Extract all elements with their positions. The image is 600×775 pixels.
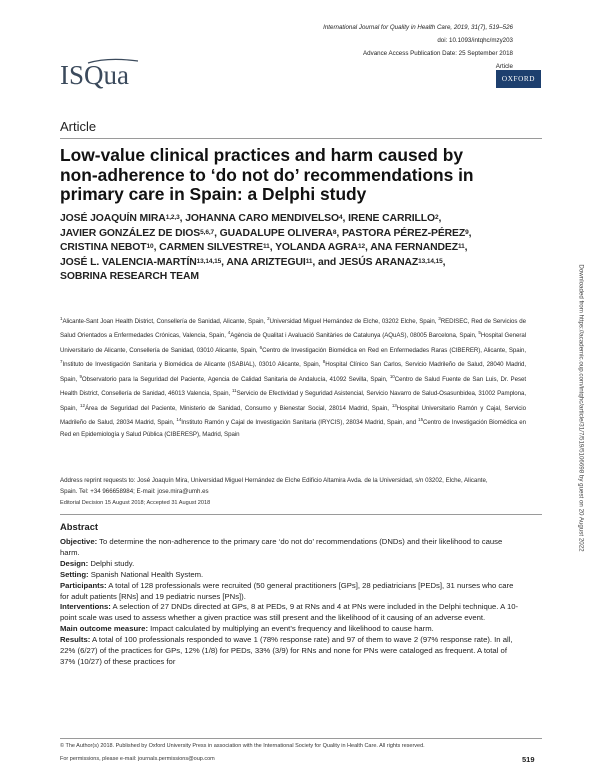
author-affiliation-ref: 4 (339, 214, 343, 221)
abstract-section (60, 537, 520, 559)
editorial-decision: Editorial Decision 15 August 2018; Accepted 31 August 2018 (60, 500, 211, 506)
reprint-address: Address reprint requests to: José Joaquín Mira, Universidad Miguel Hernández de Elche Edificio Altamira Avda. de la Universidad, s/n 03202, Elche, Alicante, Spain. Tel: +34 966658984; E-mail: jose.mira@umh.es (60, 477, 488, 495)
author-affiliation-ref: 2 (435, 214, 439, 221)
author-item (220, 228, 342, 239)
article-title: Low-value clinical practices and harm caused by non-adherence to ‘do not do’ recommendations in primary care in Spain: a Delphi study (60, 145, 474, 204)
author-name: GUADALUPE OLIVERA (219, 227, 333, 239)
affiliation-text: Área de Seguridad del Paciente, Ministerio de Sanidad, Consumo y Bienestar Social, 28014 Madrid, Spain, (84, 404, 392, 412)
affiliation-text: Hospital Clínico San Carlos, Servicio Madrileño de Salud, 28040 Madrid, Spain, (60, 361, 527, 383)
author-name: JOSÉ L. VALENCIA-MARTÍN (60, 256, 197, 268)
download-sidebar (574, 198, 588, 618)
author-affiliation-ref: 5,6,7 (200, 228, 215, 236)
author-separator: , (438, 213, 442, 224)
affiliation-text: Universidad Miguel Hernández de Elche, 03202 Elche, Spain, (269, 318, 439, 326)
abstract-body (60, 537, 520, 668)
affiliations (60, 313, 526, 440)
author-separator: , (214, 227, 220, 239)
article-meta (323, 21, 513, 73)
journal-citation: International Journal for Quality in Health Care, 2019, 31(7), 519–526 (323, 24, 513, 31)
author-item (226, 257, 318, 268)
author-item (318, 257, 446, 268)
author-list (60, 212, 480, 285)
author-separator: , (221, 256, 227, 268)
abstract-section (60, 624, 520, 635)
abstract-section-text: A total of 100 professionals responded to wave 1 (78% response rate) and 97 of them to wave 2 (97% response rate). In all, 22% (6/27) of the practices for GPs, 12% (1/8) for PEDs, 33% (3/9) for RNs and none for PNs were cataloged as frequent. A total of 37% (10/27) of these practices for (60, 635, 513, 666)
affiliation-text: Observatorio para la Seguridad del Paciente, Agencia de Calidad Sanitaria de Andalucía, 41092 Sevilla, Spain, (81, 375, 390, 383)
author-item (60, 213, 185, 224)
author-affiliation-ref: 9 (465, 228, 469, 236)
affiliation-number: 4 (227, 330, 231, 336)
author-affiliation-ref: 10 (146, 243, 154, 251)
author-item (60, 257, 226, 268)
author-name: CARMEN SILVESTRE (159, 242, 264, 254)
author-name: JOHANNA CARO MENDIVELSO (185, 213, 339, 224)
author-name: CRISTINA NEBOT (60, 242, 147, 254)
abstract-section-text: A total of 128 professionals were recruited (50 general practitioners [GPs], 28 pediatricians [PEDs], 31 nurses who care for adult patients [RNs] and 19 pediatric nurses [PNs]). (60, 580, 514, 601)
abstract-section (60, 602, 520, 624)
abstract-section-text: A selection of 27 DNDs directed at GPs, 8 at PEDs, 9 at RNs and 4 at PNs were included in the Delphi technique. A 10-point scale was used to assess whether a given practice was still present and the likelihood of it causing of an adverse event. (60, 602, 519, 623)
abstract-section-text: To determine the non-adherence to the primary care ‘do not do’ recommendations (DNDs) and their likelihood to cause harm. (60, 537, 503, 557)
author-separator: , (342, 213, 349, 224)
article-label: Article (60, 119, 97, 134)
isqua-logo (60, 58, 142, 90)
download-notice[interactable]: Downloaded from https://academic.oup.com/intqhc/article/31/7/519/5106698 by guest on 20 August 2022 (577, 264, 585, 552)
affiliation-text: Instituto de Investigación Sanitaria y Biomédica de Alicante (ISABIAL), 03010 Alicante, Spain, (62, 361, 323, 369)
author-name: PASTORA PÉREZ-PÉREZ (341, 227, 466, 239)
abstract-section (60, 559, 520, 570)
author-item (342, 228, 472, 239)
author-affiliation-ref: 11 (305, 257, 313, 265)
abstract-section-label: Main outcome measure: (60, 624, 149, 634)
advance-access-date: Advance Access Publication Date: 25 September 2018 (363, 50, 513, 57)
abstract-section-text: Delphi study. (88, 558, 135, 568)
author-name: JOSÉ JOAQUÍN MIRA (60, 213, 166, 224)
author-affiliation-ref: 11 (263, 243, 270, 251)
author-item (60, 271, 199, 282)
abstract-section-label: Setting: (60, 569, 89, 579)
author-separator: , (336, 227, 342, 239)
abstract-section-label: Participants: (60, 580, 107, 590)
affiliation-number: 3 (438, 316, 441, 321)
author-name: IRENE CARRILLO (348, 213, 436, 224)
abstract-section-label: Results: (60, 635, 91, 645)
author-item (275, 242, 370, 253)
affiliation-text: REDISEC, Red de Servicios de Salud Orientados a Enfermedades Crónicas, Valencia, Spain, (60, 318, 526, 340)
abstract-heading: Abstract (60, 521, 99, 532)
affiliation-number: 12 (80, 402, 85, 408)
affiliation-text: Agència de Qualitat i Avaluació Sanitàries de Catalunya (AQuAS), 08005 Barcelona, Spain, (230, 332, 479, 340)
permissions-notice: For permissions, please e-mail: journals.permissions@oup.com (60, 755, 215, 762)
author-name: SOBRINA RESEARCH TEAM (60, 271, 199, 283)
affiliation-number: 14 (176, 417, 182, 423)
author-affiliation-ref: 1,2,3 (165, 214, 180, 221)
article-type: Article (495, 63, 513, 70)
author-affiliation-ref: 13,14,15 (418, 257, 443, 265)
copyright-notice: © The Author(s) 2018. Published by Oxford University Press in association with the International Society for Quality in Health Care. All rights reserved. (60, 743, 425, 749)
author-separator: , (464, 242, 468, 254)
author-affiliation-ref: 11 (458, 243, 465, 251)
author-name: and JESÚS ARANAZ (317, 256, 419, 268)
author-separator: , (442, 256, 446, 268)
page-number: 519 (522, 755, 535, 764)
affiliation-text: Servicio de Efectividad y Seguridad Asistencial, Servicio Navarro de Salud-Osasunbidea, 31002 Pamplona, Spain, (60, 390, 526, 412)
oxford-badge: OXFORD (496, 70, 541, 88)
author-separator: , (269, 242, 276, 254)
affiliation-number: 7 (60, 359, 63, 365)
author-item (159, 242, 275, 253)
author-item (60, 228, 220, 239)
affiliation-number: 2 (267, 316, 270, 321)
author-separator: , (468, 227, 472, 239)
author-item (370, 242, 467, 253)
abstract-section-label: Design: (60, 558, 89, 568)
abstract-section (60, 570, 520, 581)
doi[interactable]: doi: 10.1093/intqhc/mzy203 (437, 37, 513, 44)
abstract-section-label: Objective: (60, 537, 98, 546)
affiliation-number: 11 (232, 388, 237, 394)
logo-text: ISQua (60, 60, 129, 90)
affiliation-number: 9 (79, 373, 82, 379)
affiliation-number: 1 (60, 316, 63, 321)
affiliation-text: Alicante-Sant Joan Health District, Consellería de Sanidad, Alicante, Spain, (62, 318, 268, 326)
author-affiliation-ref: 8 (332, 228, 337, 236)
author-name: ANA FERNANDEZ (370, 242, 458, 254)
affiliation-number: 15 (418, 417, 424, 423)
header-divider (60, 138, 542, 139)
affiliation-number: 6 (259, 344, 263, 350)
affiliation-number: 10 (389, 373, 395, 379)
author-name: ANA ARIZTEGUI (226, 256, 306, 268)
affiliation-text: Centro de Salud Fuente de San Luis, Dr. Peset Health District, Consellería de Sanidad, 46013 Valencia, Spain, (60, 375, 527, 398)
affiliation-text: Centro de Investigación Biomédica en Red en Epidemiología y Salud Pública (CIBERESP), Madrid, Spain (60, 419, 527, 438)
affiliation-number: 8 (322, 359, 326, 365)
author-separator: , (153, 242, 160, 254)
isqua-logo-mark (60, 58, 142, 90)
footer (60, 740, 425, 765)
author-affiliation-ref: 13,14,15 (196, 257, 222, 265)
affiliation-text: Centro de Investigación Biomédica en Red en Enfermedades Raras (CIBERER), Alicante, Spain, (262, 346, 526, 354)
author-separator: , (312, 256, 318, 268)
abstract-section (60, 635, 520, 668)
abstract-section-text: Impact calculated by multiplying an event’s frequency and likelihood to cause harm. (148, 624, 434, 634)
footer-divider (60, 738, 542, 739)
author-affiliation-ref: 12 (357, 243, 365, 251)
author-separator: , (179, 213, 186, 224)
abstract-top-divider (60, 514, 542, 515)
affiliation-number: 13 (391, 402, 397, 408)
affiliation-text: Instituto Ramón y Cajal de Investigación Sanitaria (IRYCIS), 28034 Madrid, Spain, and (181, 419, 419, 427)
affiliation-number: 5 (478, 330, 481, 336)
author-item (60, 242, 159, 253)
author-item (348, 213, 441, 224)
author-item (185, 213, 348, 224)
abstract-section (60, 581, 520, 603)
affiliation-text: Hospital Universitario Ramón y Cajal, Servicio Madrileño de Salud, 28034 Madrid, Spain, (60, 404, 526, 427)
author-separator: , (365, 242, 371, 254)
author-name: YOLANDA AGRA (275, 242, 358, 254)
affiliation-text: Hospital General Universitario de Alicante, Consellería de Sanidad, 03010 Alicante, Spain, (60, 332, 526, 354)
abstract-section-text: Spanish National Health System. (88, 569, 204, 579)
abstract-section-label: Interventions: (60, 602, 111, 612)
author-name: JAVIER GONZÁLEZ DE DIOS (60, 227, 201, 239)
